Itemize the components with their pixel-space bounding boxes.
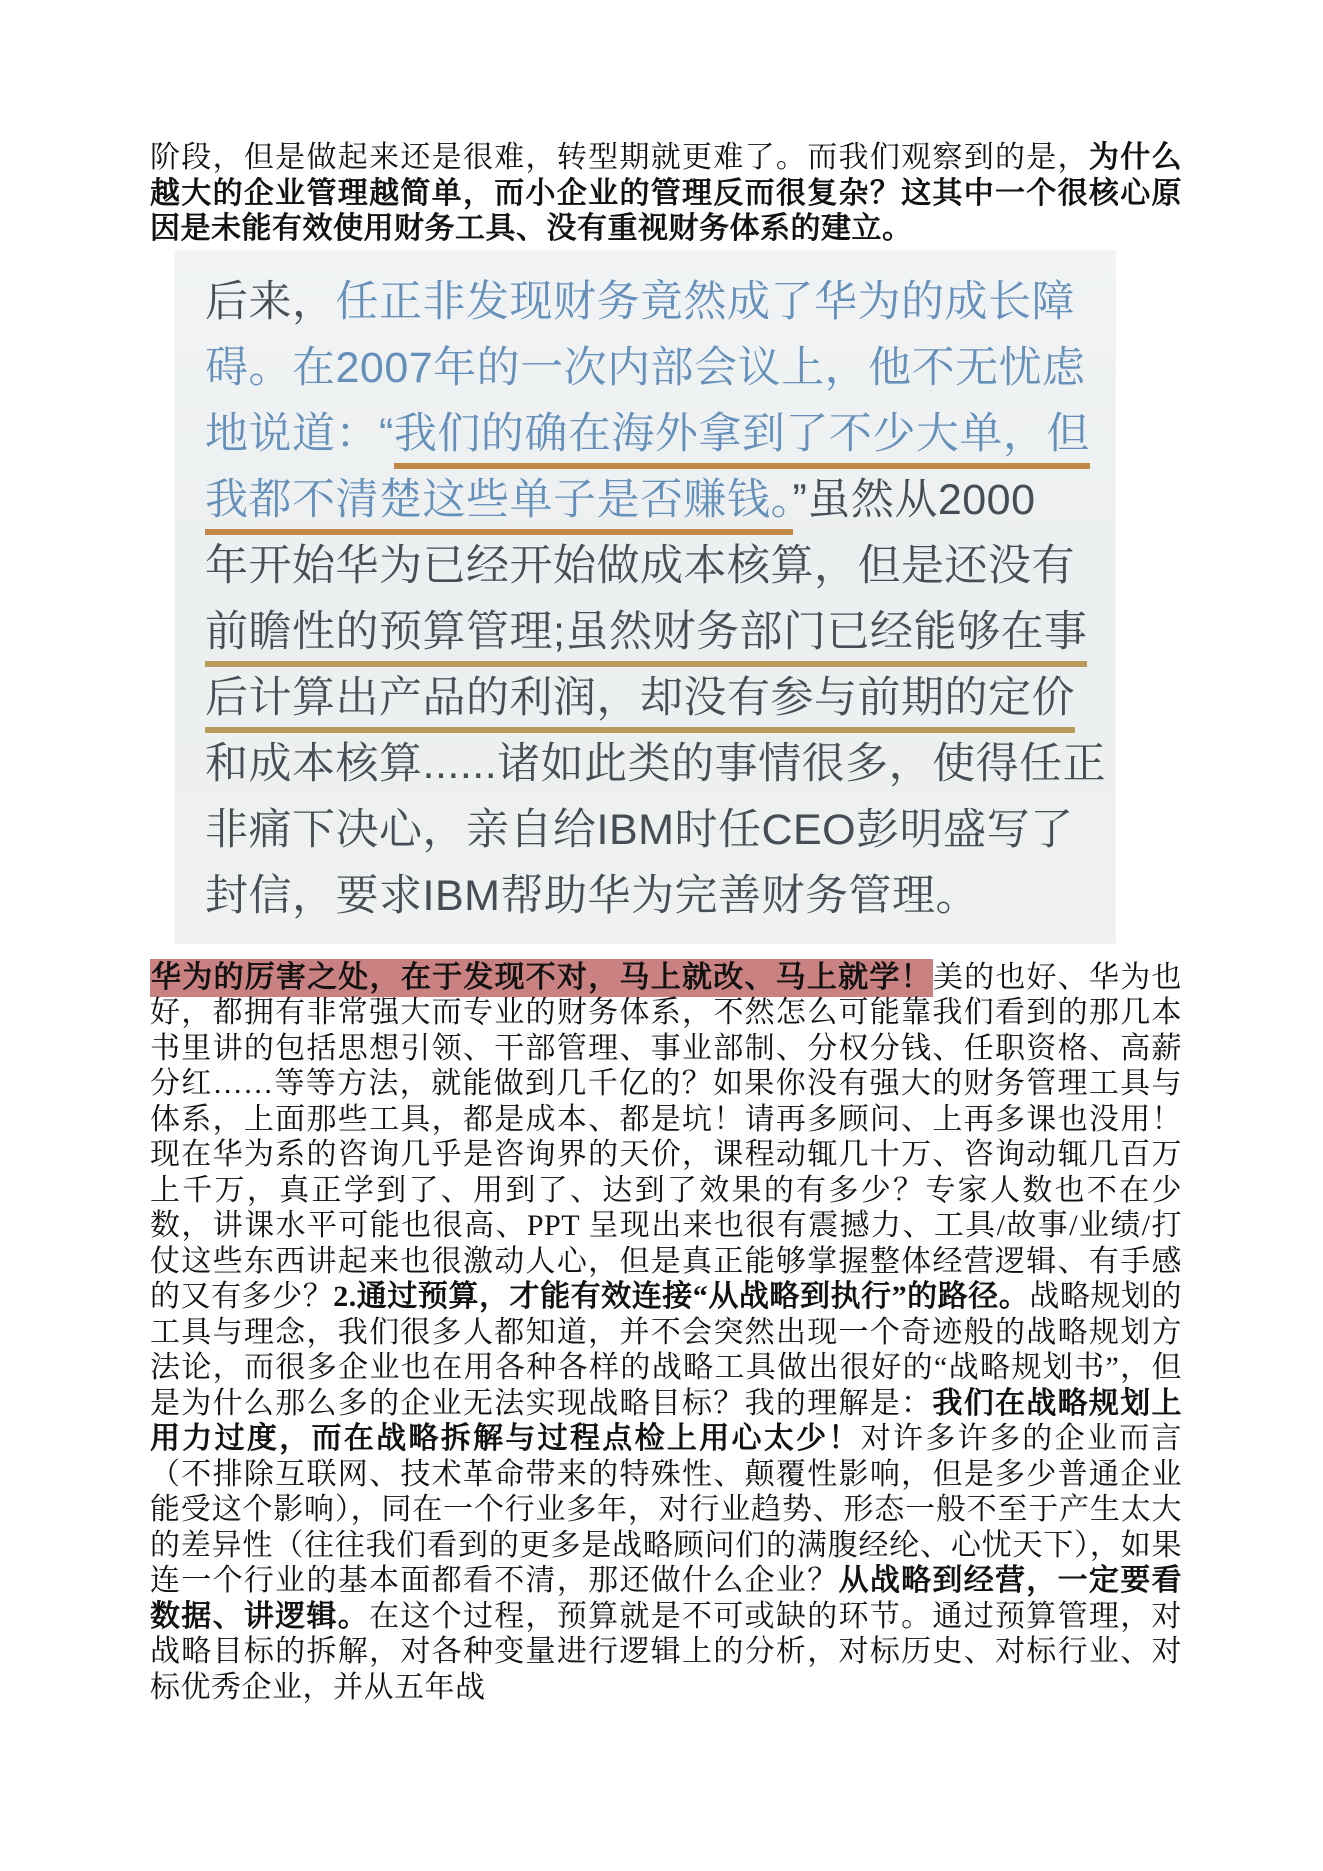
text-segment: 为什么越大的企业管理越简单，而小企业的管理反而很复杂？这其中一个很核心原因是未能有效使用财务工具、没有重视财务体系的建立。 xyxy=(150,141,1182,245)
text-segment: 封信，要求IBM帮助华为完善财务管理。 xyxy=(205,871,979,920)
quote-line xyxy=(205,269,1115,335)
body-paragraph xyxy=(150,960,1182,1706)
text-segment: 非痛下决心，亲自给IBM时任CEO彭明盛写了 xyxy=(205,805,1074,854)
text-segment: 战略规划的工具与理念，我们很多人都知道，并不会突然出现一个奇迹般的战略规划方法论，而很多企业也在用各种各样的战略工具做出很好的“战略规划书”，但是为什么那么多的企业无法实现战略目标？我的理解是： xyxy=(150,1280,1183,1420)
quote-line xyxy=(205,401,1115,467)
text-segment: 后计算出产品的利润，却没有参与前期的定价 xyxy=(205,674,1075,733)
quote-line xyxy=(205,665,1115,731)
quote-line xyxy=(205,533,1115,599)
text-segment: 后来， xyxy=(205,277,336,326)
quote-line xyxy=(205,731,1115,797)
quote-line xyxy=(205,797,1115,863)
text-segment: 华为的厉害之处，在于发现不对，马上就改、马上就学！ xyxy=(150,959,933,997)
text-segment: 任正非发现财务竟然成了华为的成长障 xyxy=(335,277,1075,326)
intro-paragraph xyxy=(150,140,1182,247)
quote-line xyxy=(205,467,1115,533)
text-segment: 地说道：“ xyxy=(205,409,394,458)
text-segment: 从战略到经营，一定要看数据、讲逻辑。 xyxy=(150,1564,1182,1633)
text-segment: 阶段，但是做起来还是很难，转型期就更难了。而我们观察到的是， xyxy=(150,141,1089,174)
text-segment: ”虽然从2000 xyxy=(792,475,1036,524)
quote-line xyxy=(205,335,1115,401)
content-column xyxy=(150,140,1182,1705)
text-segment: 我都不清楚这些单子是否赚钱。 xyxy=(205,476,793,535)
embedded-quote-image xyxy=(175,251,1115,943)
text-segment: 在这个过程，预算就是不可或缺的环节。通过预算管理，对战略目标的拆解，对各种变量进行逻辑上的分析，对标历史、对标行业、对标优秀企业，并从五年战 xyxy=(150,1599,1182,1704)
text-segment: 美的也好、华为也好，都拥有非常强大而专业的财务体系，不然怎么可能靠我们看到的那几本书里讲的包括思想引领、干部管理、事业部制、分权分钱、任职资格、高薪分红……等等方法，就能做到几千亿的？如果你没有强大的财务管理工具与体系，上面那些工具，都是成本、都是坑！请再多顾问、上再多课也没用！现在华为系的咨询几乎是咨询界的天价，课程动辄几十万、咨询动辄几百万上千万，真正学到了、用到了、达到了效果的有多少？专家人数也不在少数，讲课水平可能也很高、PPT 呈现出来也很有震撼力、工具/故事/业绩/打仗这些东西讲起来也很激动人心，但是真正能够掌握整体经营逻辑、有手感的又有多少？ xyxy=(150,960,1182,1313)
text-segment: 我们在战略规划上用力过度，而在战略拆解与过程点检上用心太少！ xyxy=(150,1386,1182,1455)
text-segment: 和成本核算......诸如此类的事情很多，使得任正 xyxy=(205,739,1107,788)
text-segment: 2.通过预算，才能有效连接“从战略到执行”的路径。 xyxy=(333,1280,1030,1313)
text-segment: 碍。在2007年的一次内部会议上，他不无忧虑 xyxy=(205,343,1086,392)
quote-line xyxy=(205,599,1115,665)
text-segment: 年开始华为已经开始做成本核算，但是还没有 xyxy=(205,541,1075,590)
text-segment: 前瞻性的预算管理;虽然财务部门已经能够在事 xyxy=(205,608,1087,667)
quote-line xyxy=(205,863,1115,929)
text-segment: 对许多许多的企业而言（不排除互联网、技术革命带来的特殊性、颠覆性影响，但是多少普通企业能受这个影响），同在一个行业多年，对行业趋势、形态一般不至于产生太大的差异性（往往我们看到的更多是战略顾问们的满腹经纶、心忧天下），如果连一个行业的基本面都看不清，那还做什么企业？ xyxy=(150,1422,1183,1597)
text-segment: 我们的确在海外拿到了不少大单，但 xyxy=(394,410,1090,469)
